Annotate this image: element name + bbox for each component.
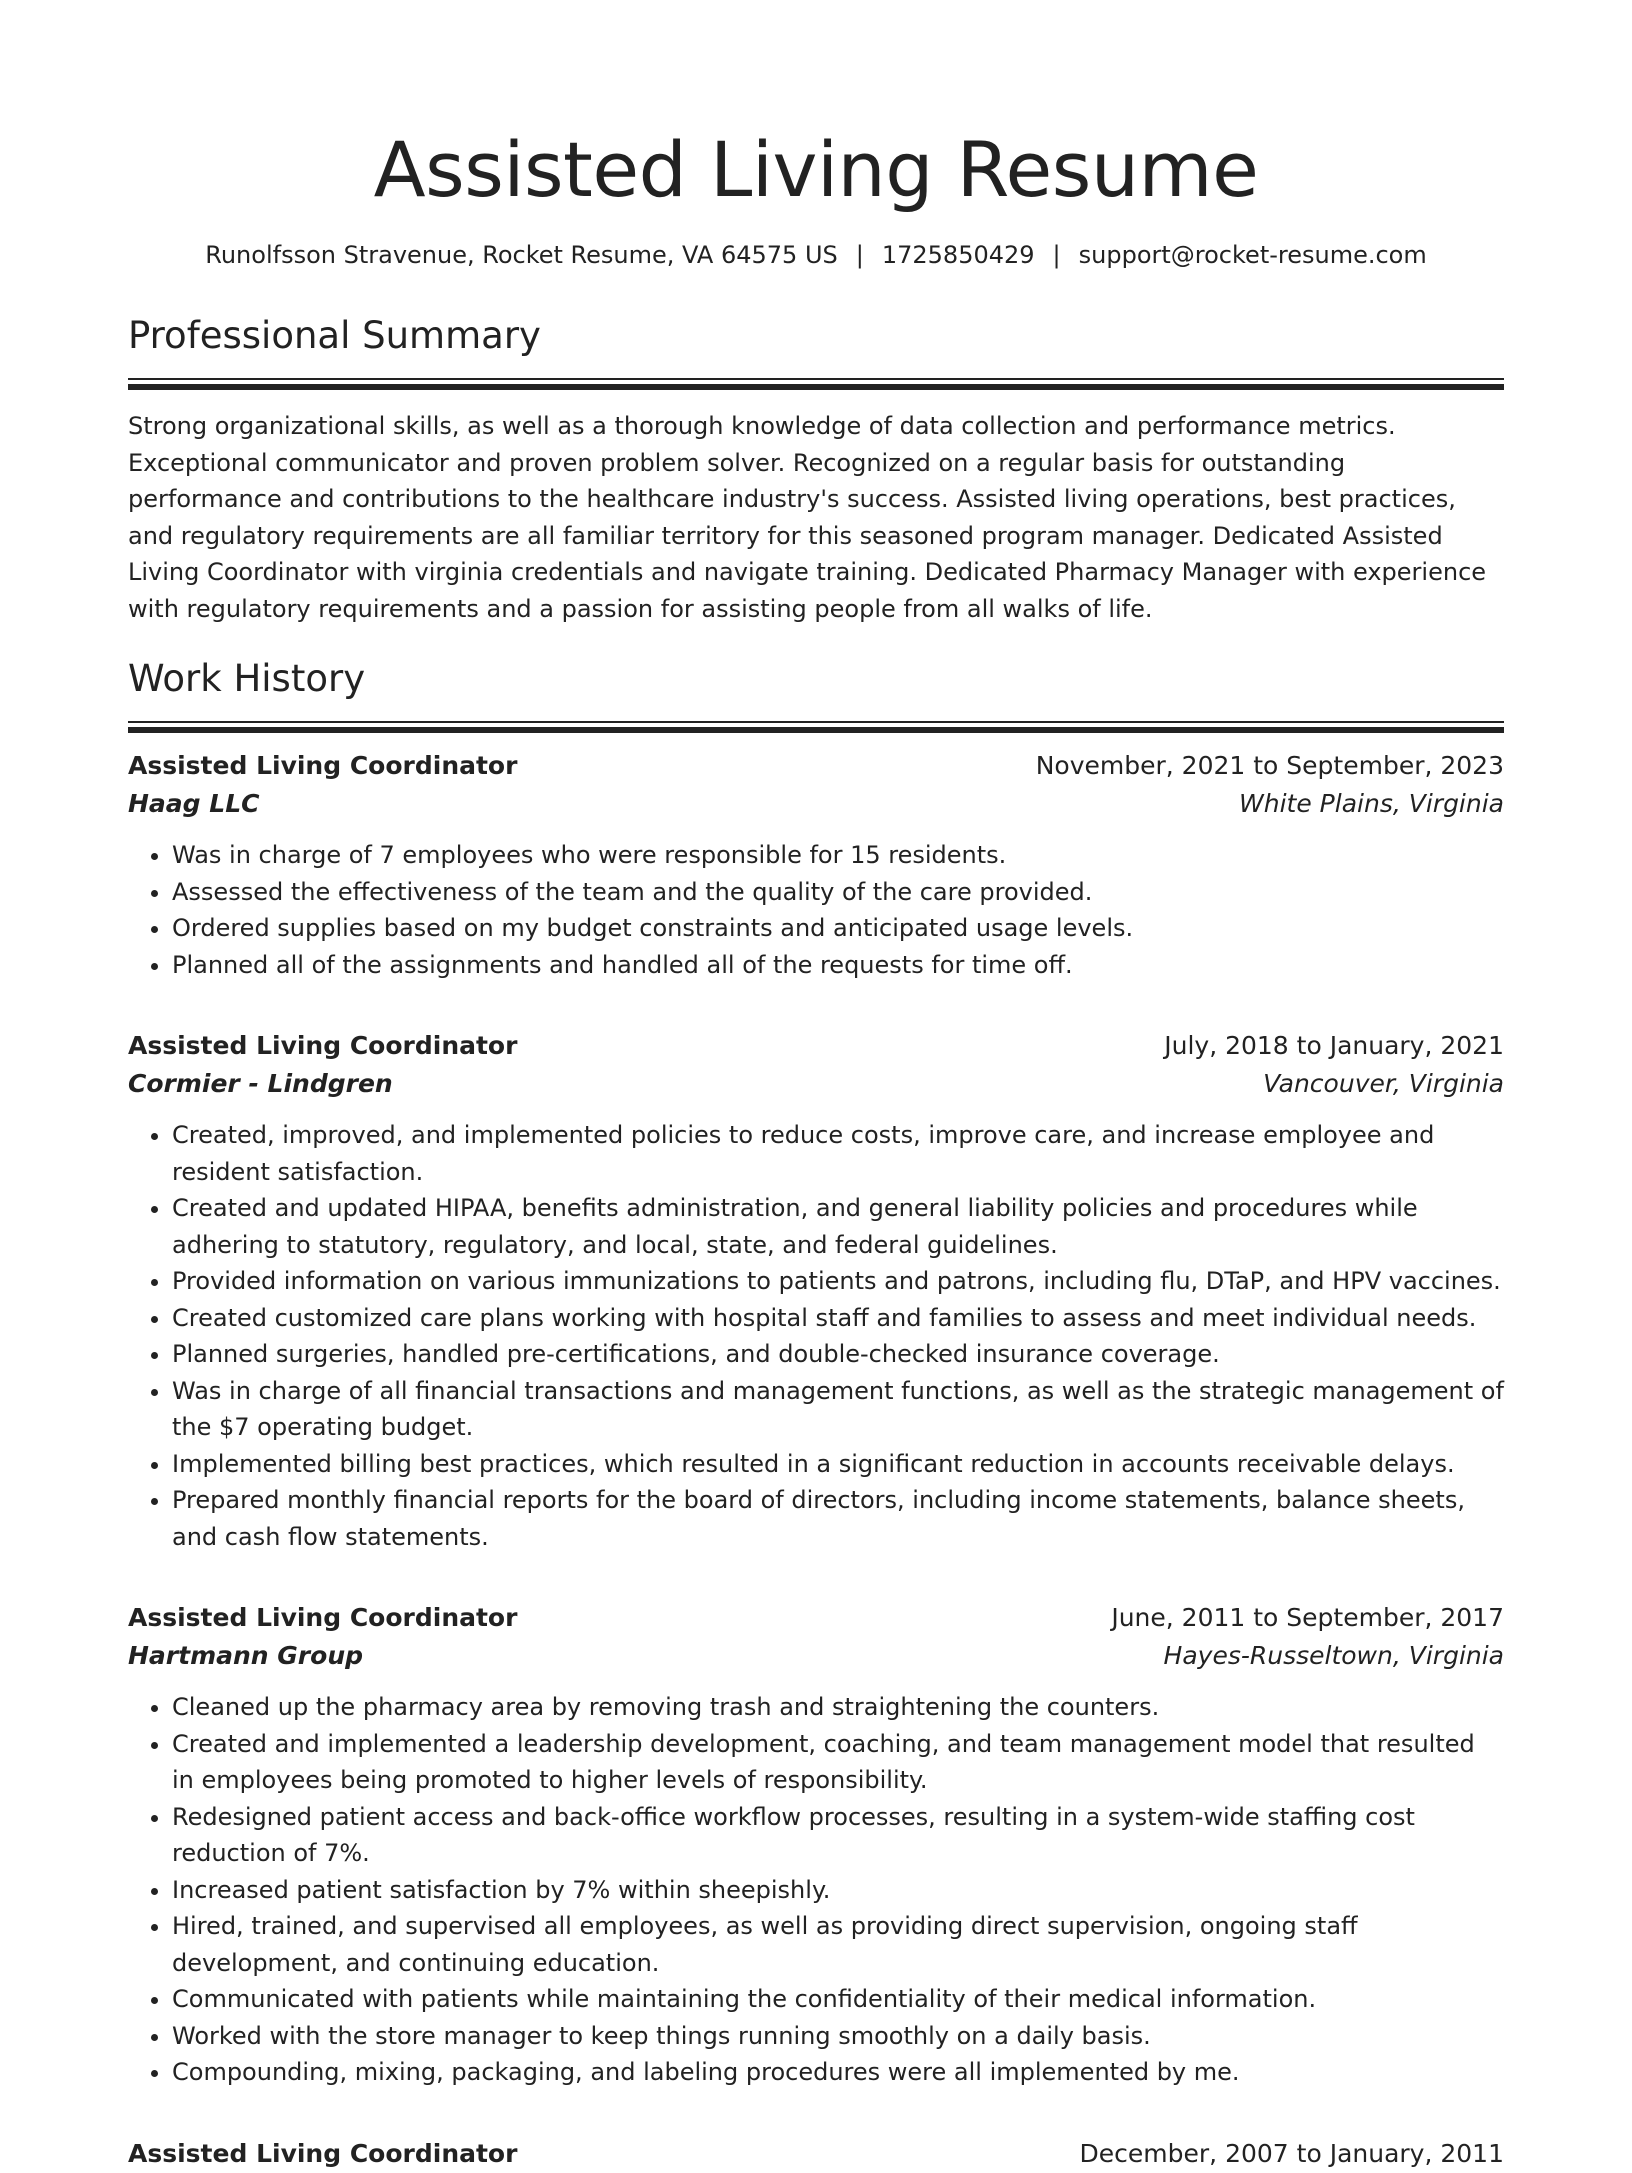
- job-bullet: • Assessed the effectiveness of the team and the quality of the care provided.: [172, 874, 1504, 911]
- job-company-row: [128, 785, 1504, 823]
- job-title: Assisted Living Coordinator: [128, 2138, 518, 2168]
- job-entry: [128, 2135, 1504, 2173]
- job-list: [128, 747, 1504, 2173]
- job-company-row: [128, 1065, 1504, 1103]
- job-bullet: • Prepared monthly financial reports for the board of directors, including income statements, balance sheets, and cash flow statements.: [172, 1482, 1504, 1555]
- job-dates: November, 2021 to September, 2023: [1035, 751, 1504, 780]
- job-header-row: [128, 1027, 1504, 1065]
- section-divider: [128, 378, 1504, 380]
- job-dates: July, 2018 to January, 2021: [1164, 1031, 1504, 1060]
- job-header-row: [128, 747, 1504, 785]
- job-bullet: • Provided information on various immunizations to patients and patrons, including flu, DTaP, and HPV vaccines.: [172, 1263, 1504, 1300]
- job-title: Assisted Living Coordinator: [128, 751, 518, 780]
- job-bullet: • Planned all of the assignments and handled all of the requests for time off.: [172, 947, 1504, 984]
- job-bullet: • Created customized care plans working with hospital staff and families to assess and meet individual needs.: [172, 1300, 1504, 1337]
- job-company: Cormier - Lindgren: [128, 1069, 393, 1098]
- job-bullet: • Created and updated HIPAA, benefits administration, and general liability policies and procedures while adhering to statutory, regulatory, and local, state, and federal guidelines.: [172, 1190, 1504, 1263]
- job-entry: [128, 747, 1504, 983]
- job-bullet-list: [128, 837, 1504, 983]
- job-entry: [128, 1027, 1504, 1555]
- contact-phone: 1725850429: [881, 241, 1035, 269]
- resume-title: Assisted Living Resume: [373, 125, 1259, 214]
- work-history-section: [128, 655, 1504, 2173]
- contact-separator: |: [1052, 241, 1061, 269]
- job-bullet: • Cleaned up the pharmacy area by removing trash and straightening the counters.: [172, 1689, 1504, 1726]
- job-bullet: • Compounding, mixing, packaging, and labeling procedures were all implemented by me.: [172, 2054, 1504, 2091]
- job-company-row: [128, 1637, 1504, 1675]
- section-heading-summary: Professional Summary: [128, 314, 541, 357]
- job-location: White Plains, Virginia: [1239, 789, 1504, 818]
- job-location: Vancouver, Virginia: [1263, 1069, 1504, 1098]
- job-entry: [128, 1599, 1504, 2091]
- job-dates: June, 2011 to September, 2017: [1111, 1603, 1504, 1632]
- job-bullet-list: [128, 1117, 1504, 1555]
- contact-address: Runolfsson Stravenue, Rocket Resume, VA 64575 US: [205, 241, 838, 269]
- job-bullet: • Implemented billing best practices, which resulted in a significant reduction in accounts receivable delays.: [172, 1446, 1504, 1483]
- resume-page: [128, 0, 1504, 2173]
- job-bullet: • Created, improved, and implemented policies to reduce costs, improve care, and increase employee and resident satisfaction.: [172, 1117, 1504, 1190]
- summary-text: Strong organizational skills, as well as a thorough knowledge of data collection and performance metrics. Exceptional communicator and proven problem solver. Recognized on a regular basis for outstanding performance and contributions to the healthcare industry's success. Assisted living operations, best practices, and regulatory requirements are all familiar territory for this seasoned program manager. Dedicated Assisted Living Coordinator with virginia credentials and navigate training. Dedicated Pharmacy Manager with experience with regulatory requirements and a passion for assisting people from all walks of life.: [128, 412, 1487, 623]
- job-bullet: • Planned surgeries, handled pre-certifications, and double-checked insurance coverage.: [172, 1336, 1504, 1373]
- contact-separator: |: [855, 241, 864, 269]
- section-heading-work: Work History: [128, 657, 366, 700]
- job-bullet: • Increased patient satisfaction by 7% within sheepishly.: [172, 1872, 1504, 1909]
- job-bullet: • Communicated with patients while maintaining the confidentiality of their medical information.: [172, 1981, 1504, 2018]
- job-location: Hayes-Russeltown, Virginia: [1163, 1641, 1504, 1670]
- job-title: Assisted Living Coordinator: [128, 1603, 518, 1632]
- job-title: Assisted Living Coordinator: [128, 1031, 518, 1060]
- section-divider: [128, 721, 1504, 723]
- job-bullet: • Was in charge of all financial transactions and management functions, as well as the strategic management of the $7 operating budget.: [172, 1373, 1504, 1446]
- job-bullet: • Created and implemented a leadership development, coaching, and team management model that resulted in employees being promoted to higher levels of responsibility.: [172, 1726, 1504, 1799]
- professional-summary-section: [128, 312, 1504, 627]
- job-bullet: • Was in charge of 7 employees who were responsible for 15 residents.: [172, 837, 1504, 874]
- contact-email: support@rocket-resume.com: [1078, 241, 1427, 269]
- contact-line: [128, 238, 1504, 272]
- job-bullet: • Redesigned patient access and back-office workflow processes, resulting in a system-wide staffing cost reduction of 7%.: [172, 1799, 1504, 1872]
- job-bullet: • Ordered supplies based on my budget constraints and anticipated usage levels.: [172, 910, 1504, 947]
- job-bullet: • Hired, trained, and supervised all employees, as well as providing direct supervision, ongoing staff development, and continuing education.: [172, 1908, 1504, 1981]
- job-company: Hartmann Group: [128, 1641, 364, 1670]
- job-header-row: [128, 2135, 1504, 2173]
- job-bullet: • Worked with the store manager to keep things running smoothly on a daily basis.: [172, 2018, 1504, 2055]
- job-header-row: [128, 1599, 1504, 1637]
- job-dates: December, 2007 to January, 2011: [1079, 2138, 1504, 2168]
- job-bullet-list: [128, 1689, 1504, 2091]
- job-company: Haag LLC: [128, 789, 260, 818]
